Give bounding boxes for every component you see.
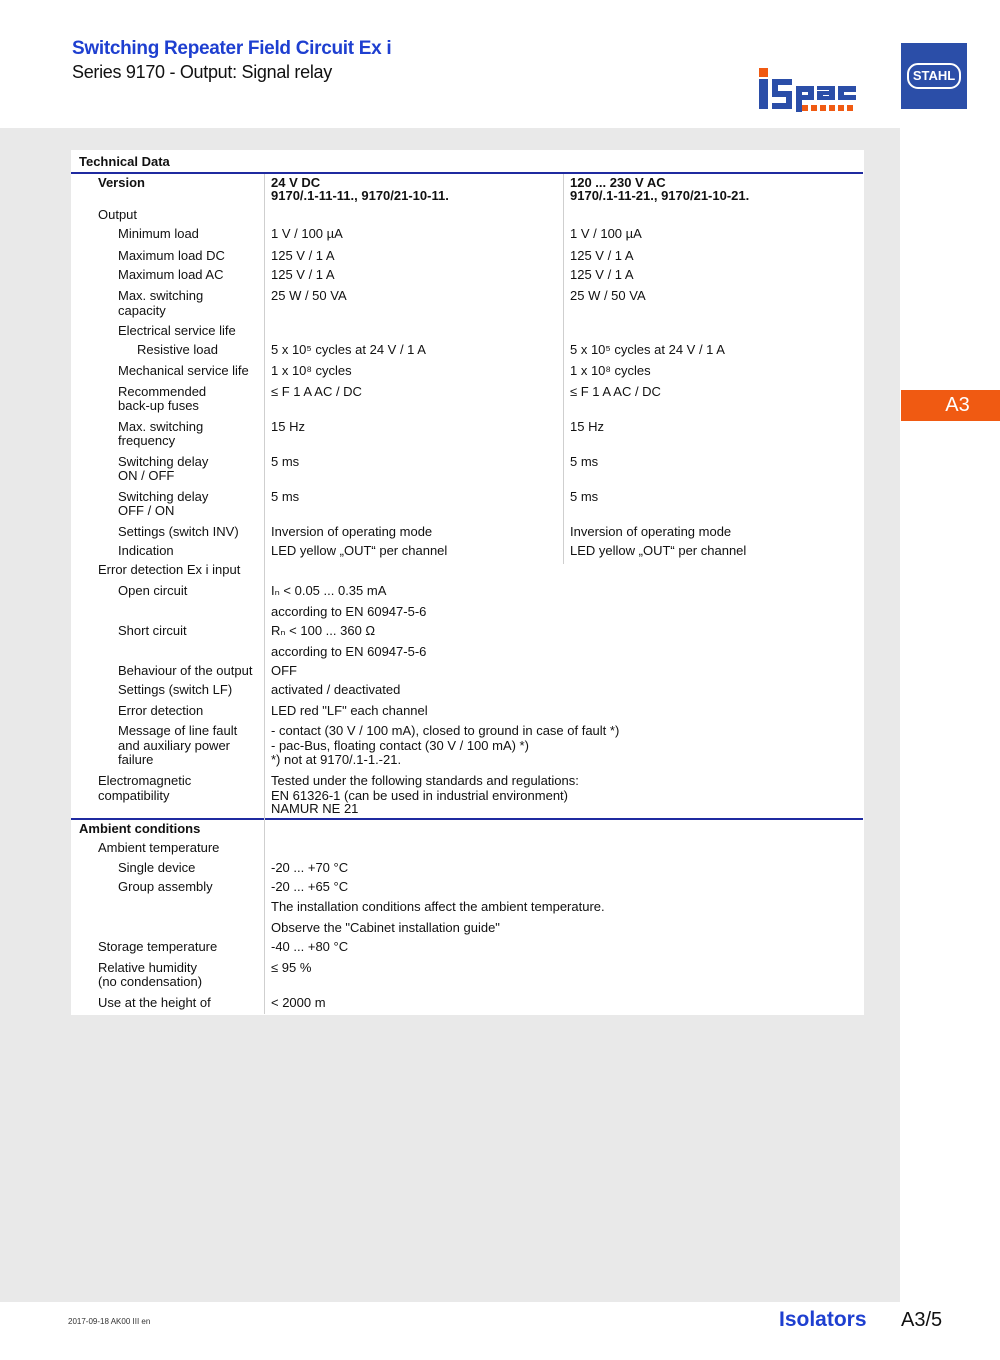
row-value-ac: 1 V / 100 µA	[570, 226, 642, 241]
row-label: frequency	[118, 433, 176, 448]
row-label: Error detection Ex i input	[98, 562, 241, 577]
row-label: Version	[98, 175, 145, 190]
row-label: Error detection	[118, 703, 204, 718]
row-value-ac: 5 ms	[570, 489, 599, 504]
row-value-24vdc: according to EN 60947-5-6	[271, 604, 427, 619]
row-value-ac: 125 V / 1 A	[570, 248, 634, 263]
ambient-heading: Ambient conditions	[79, 821, 201, 836]
row-label: Storage temperature	[98, 939, 218, 954]
row-value-24vdc: LED red "LF" each channel	[271, 703, 428, 718]
stahl-logo	[901, 43, 967, 109]
row-value-ac: 15 Hz	[570, 419, 604, 434]
row-label: capacity	[118, 303, 166, 318]
row-value-ac: 25 W / 50 VA	[570, 288, 646, 303]
row-value-24vdc: - pac-Bus, floating contact (30 V / 100 mA) *)	[271, 738, 529, 753]
row-value-24vdc: 15 Hz	[271, 419, 305, 434]
row-value-24vdc: OFF	[271, 663, 297, 678]
row-value-24vdc: according to EN 60947-5-6	[271, 644, 427, 659]
row-label: Electromagnetic	[98, 773, 192, 788]
row-label: Max. switching	[118, 288, 204, 303]
row-value-ac: ≤ F 1 A AC / DC	[570, 384, 661, 399]
row-label: Ambient temperature	[98, 840, 220, 855]
row-value-ac: LED yellow „OUT“ per channel	[570, 543, 747, 558]
row-value-24vdc: ≤ F 1 A AC / DC	[271, 384, 362, 399]
document-title: Switching Repeater Field Circuit Ex i	[72, 38, 392, 59]
row-value-ac: 1 x 10⁸ cycles	[570, 363, 651, 378]
row-label: Behaviour of the output	[118, 663, 253, 678]
row-value-24vdc: -20 ... +70 °C	[271, 860, 349, 875]
row-label: (no condensation)	[98, 974, 203, 989]
row-value-24vdc: 24 V DC	[271, 175, 321, 190]
row-label: Maximum load AC	[118, 267, 224, 282]
row-value-24vdc: activated / deactivated	[271, 682, 401, 697]
row-label: Switching delay	[118, 454, 209, 469]
row-value-24vdc: 1 x 10⁸ cycles	[271, 363, 352, 378]
row-value-24vdc: *) not at 9170/.1-1.-21.	[271, 752, 402, 767]
row-label: and auxiliary power	[118, 738, 231, 753]
column-divider-1	[264, 174, 265, 1014]
row-label: Minimum load	[118, 226, 199, 241]
row-value-24vdc: Rₙ < 100 ... 360 Ω	[271, 623, 376, 638]
row-value-24vdc: Inversion of operating mode	[271, 524, 433, 539]
row-value-ac: 120 ... 230 V AC	[570, 175, 666, 190]
ispac-logo	[756, 66, 866, 114]
row-label: Max. switching	[118, 419, 204, 434]
row-label: Short circuit	[118, 623, 187, 638]
row-value-24vdc: Observe the "Cabinet installation guide"	[271, 920, 500, 935]
row-label: Message of line fault	[118, 723, 238, 738]
row-value-24vdc: 125 V / 1 A	[271, 267, 335, 282]
section-tab[interactable]: A3	[901, 390, 1000, 421]
row-value-24vdc: Iₙ < 0.05 ... 0.35 mA	[271, 583, 387, 598]
row-label: compatibility	[98, 788, 170, 803]
row-value-24vdc: LED yellow „OUT“ per channel	[271, 543, 448, 558]
row-label: Settings (switch LF)	[118, 682, 233, 697]
row-value-ac: 5 ms	[570, 454, 599, 469]
row-label: Recommended	[118, 384, 207, 399]
row-label: Maximum load DC	[118, 248, 225, 263]
row-value-24vdc: ≤ 95 %	[271, 960, 312, 975]
row-label: Single device	[118, 860, 196, 875]
row-label: Group assembly	[118, 879, 213, 894]
row-value-ac: 125 V / 1 A	[570, 267, 634, 282]
row-label: failure	[118, 752, 154, 767]
row-label: back-up fuses	[118, 398, 199, 413]
footer-section: Isolators	[779, 1308, 867, 1331]
row-value-24vdc: 9170/.1-11-11., 9170/21-10-11.	[271, 188, 449, 203]
row-value-24vdc: -40 ... +80 °C	[271, 939, 349, 954]
row-value-24vdc: 5 ms	[271, 454, 300, 469]
row-label: Mechanical service life	[118, 363, 249, 378]
row-value-ac: 5 x 10⁵ cycles at 24 V / 1 A	[570, 342, 725, 357]
row-value-24vdc: -20 ... +65 °C	[271, 879, 349, 894]
table-top-rule	[71, 172, 863, 174]
row-value-ac: 9170/.1-11-21., 9170/21-10-21.	[570, 188, 750, 203]
row-value-24vdc: EN 61326-1 (can be used in industrial environment)	[271, 788, 569, 803]
row-label: Settings (switch INV)	[118, 524, 239, 539]
row-value-24vdc: 125 V / 1 A	[271, 248, 335, 263]
row-value-24vdc: The installation conditions affect the ambient temperature.	[271, 899, 605, 914]
document-subtitle: Series 9170 - Output: Signal relay	[72, 62, 332, 82]
footer-page-number: A3/5	[901, 1309, 943, 1331]
row-label: Indication	[118, 543, 174, 558]
row-label: Use at the height of	[98, 995, 211, 1010]
row-label: Output	[98, 207, 138, 222]
technical-data-heading: Technical Data	[79, 154, 170, 169]
ambient-rule	[71, 818, 863, 820]
row-value-24vdc: Tested under the following standards and regulations:	[271, 773, 579, 788]
row-value-24vdc: 5 ms	[271, 489, 300, 504]
row-label: Switching delay	[118, 489, 209, 504]
row-label: Electrical service life	[118, 323, 236, 338]
row-value-24vdc: 1 V / 100 µA	[271, 226, 343, 241]
row-label: Relative humidity	[98, 960, 197, 975]
row-value-ac: Inversion of operating mode	[570, 524, 732, 539]
column-divider-2	[563, 174, 564, 564]
row-value-24vdc: NAMUR NE 21	[271, 801, 359, 816]
row-value-24vdc: < 2000 m	[271, 995, 326, 1010]
row-value-24vdc: 25 W / 50 VA	[271, 288, 347, 303]
row-label: Resistive load	[137, 342, 218, 357]
row-label: Open circuit	[118, 583, 188, 598]
row-value-24vdc: 5 x 10⁵ cycles at 24 V / 1 A	[271, 342, 426, 357]
row-label: ON / OFF	[118, 468, 175, 483]
row-value-24vdc: - contact (30 V / 100 mA), closed to ground in case of fault *)	[271, 723, 620, 738]
stahl-logo-text: STAHL	[907, 63, 961, 89]
row-label: OFF / ON	[118, 503, 175, 518]
footer-code: 2017-09-18 AK00 III en	[68, 1317, 151, 1326]
